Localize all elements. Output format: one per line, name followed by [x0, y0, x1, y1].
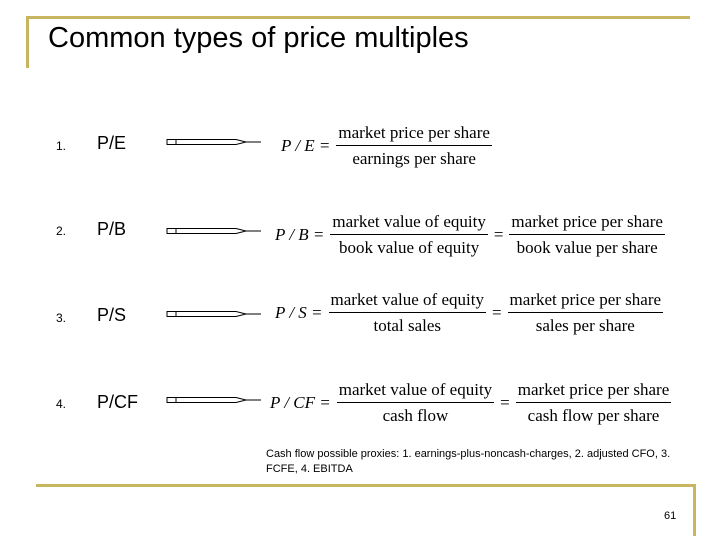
- formula-lhs: P / E =: [281, 136, 331, 155]
- cash-flow-note: Cash flow possible proxies: 1. earnings-plus-noncash-charges, 2. adjusted CFO, 3. FCFE, 4. EBITDA: [266, 448, 671, 475]
- denominator: sales per share: [535, 316, 635, 335]
- arrow-icon: [166, 225, 262, 237]
- item-number: 3.: [56, 311, 67, 325]
- arrow-icon: [166, 136, 262, 148]
- formula-lhs: P / CF =: [270, 393, 331, 412]
- item-label: P/S: [97, 305, 127, 325]
- arrow-icon: [166, 308, 262, 320]
- denominator: cash flow: [382, 406, 449, 425]
- equals-sign: =: [493, 225, 504, 244]
- equals-sign: =: [491, 303, 502, 322]
- denominator: book value of equity: [339, 238, 480, 257]
- formula-ps: [275, 290, 663, 336]
- numerator: market price per share: [509, 212, 665, 235]
- equals-sign: =: [500, 393, 510, 412]
- item-number: 1.: [56, 139, 67, 153]
- formula-lhs: P / B =: [275, 225, 325, 244]
- formula-pcf: [270, 380, 671, 426]
- fraction: [509, 212, 665, 258]
- numerator: market value of equity: [329, 290, 486, 313]
- numerator: market price per share: [336, 123, 492, 146]
- denominator: cash flow per share: [527, 406, 660, 425]
- frame-bottom-border: [36, 484, 696, 487]
- arrow-icon: [166, 394, 262, 406]
- slide-title: Common types of price multiples: [48, 22, 469, 54]
- item-label: P/B: [97, 219, 127, 239]
- item-label: P/CF: [97, 392, 139, 412]
- fraction: [337, 380, 494, 426]
- denominator: earnings per share: [352, 149, 476, 168]
- frame-top-border: [26, 16, 690, 19]
- fraction: [336, 123, 492, 169]
- item-label: P/E: [97, 133, 127, 153]
- formula-pe: [281, 123, 492, 169]
- frame-left-border: [26, 16, 29, 68]
- item-number: 4.: [56, 397, 67, 411]
- numerator: market price per share: [508, 290, 664, 313]
- numerator: market price per share: [516, 380, 672, 403]
- fraction: [516, 380, 672, 426]
- page-number: 61: [664, 510, 677, 522]
- denominator: total sales: [373, 316, 441, 335]
- fraction: [330, 212, 487, 258]
- numerator: market value of equity: [330, 212, 487, 235]
- fraction: [508, 290, 664, 336]
- fraction: [329, 290, 486, 336]
- numerator: market value of equity: [337, 380, 494, 403]
- frame-right-border: [693, 484, 696, 536]
- formula-lhs: P / S =: [275, 303, 323, 322]
- formula-pb: [275, 212, 665, 258]
- item-number: 2.: [56, 224, 67, 238]
- denominator: book value per share: [516, 238, 658, 257]
